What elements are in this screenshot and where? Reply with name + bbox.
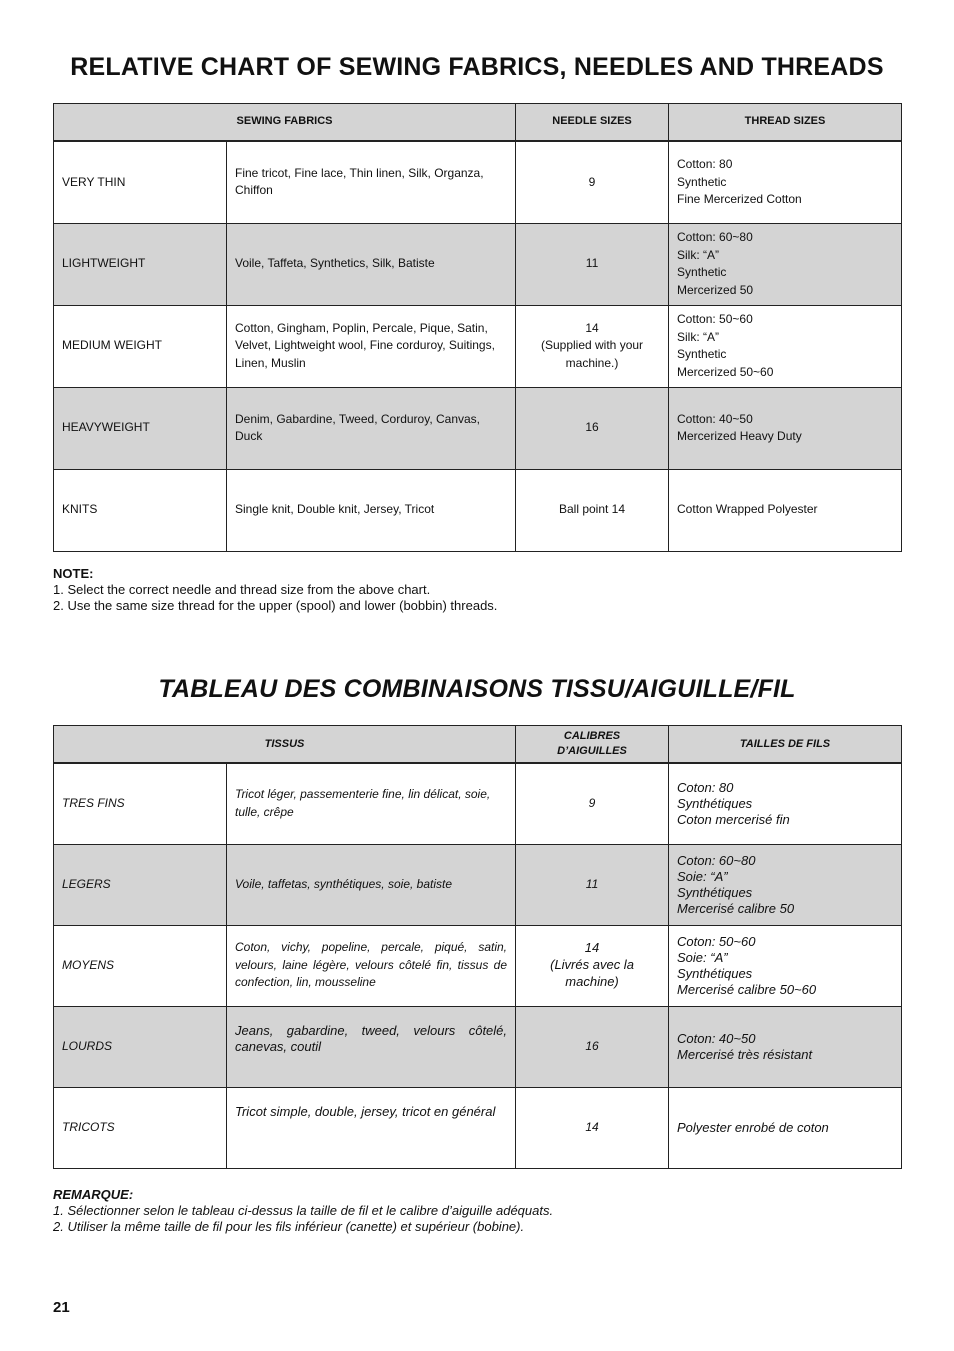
- note-item: 2. Use the same size thread for the upper (spool) and lower (bobbin) threads.: [53, 598, 498, 613]
- header-tissus: TISSUS: [54, 726, 516, 764]
- english-note: [53, 566, 497, 614]
- fabric-examples: Jeans, gabardine, tweed, velours côtelé, canevas, coutil: [227, 1006, 516, 1087]
- thread-sizes: Polyester enrobé de coton: [669, 1087, 902, 1168]
- needle-size: 16: [516, 1006, 669, 1087]
- fabric-examples: Voile, taffetas, synthétiques, soie, batiste: [227, 844, 516, 925]
- table-row: [54, 925, 902, 1006]
- table-header-row: [54, 104, 902, 142]
- fabric-category: MEDIUM WEIGHT: [54, 305, 227, 387]
- table-row: [54, 141, 902, 223]
- note-heading: NOTE:: [53, 566, 94, 581]
- table-header-row: [54, 726, 902, 764]
- thread-sizes: Cotton: 80 Synthetic Fine Mercerized Cotton: [669, 141, 902, 223]
- thread-sizes: Coton: 40~50 Mercerisé très résistant: [669, 1006, 902, 1087]
- fabric-examples: Coton, vichy, popeline, percale, piqué, satin, velours, laine légère, velours côtelé fin, tissus de confection, lin, mousseline: [227, 925, 516, 1006]
- fabric-category: VERY THIN: [54, 141, 227, 223]
- fabric-category: HEAVYWEIGHT: [54, 387, 227, 469]
- page-number: 21: [53, 1299, 70, 1316]
- needle-size: 9: [516, 763, 669, 844]
- needle-size: Ball point 14: [516, 469, 669, 551]
- header-needle-sizes: NEEDLE SIZES: [516, 104, 669, 142]
- french-chart-title: TABLEAU DES COMBINAISONS TISSU/AIGUILLE/FIL: [158, 675, 796, 703]
- thread-sizes: Cotton: 50~60 Silk: “A” Synthetic Mercerized 50~60: [669, 305, 902, 387]
- table-row: [54, 387, 902, 469]
- note-item: 2. Utiliser la même taille de fil pour les fils inférieur (canette) et supérieur (bobine).: [53, 1219, 525, 1234]
- note-item: 1. Sélectionner selon le tableau ci-dessus la taille de fil et le calibre d’aiguille adéquats.: [53, 1203, 554, 1218]
- english-fabric-needle-thread-table: [53, 103, 902, 552]
- table-row: [54, 1006, 902, 1087]
- thread-sizes: Coton: 60~80 Soie: “A” Synthétiques Mercerisé calibre 50: [669, 844, 902, 925]
- header-thread-sizes: THREAD SIZES: [669, 104, 902, 142]
- header-sewing-fabrics: SEWING FABRICS: [54, 104, 516, 142]
- fabric-category: MOYENS: [54, 925, 227, 1006]
- fabric-category: TRICOTS: [54, 1087, 227, 1168]
- fabric-examples: Fine tricot, Fine lace, Thin linen, Silk, Organza, Chiffon: [227, 141, 516, 223]
- table-row: [54, 469, 902, 551]
- needle-size: 14 (Livrés avec la machine): [516, 925, 669, 1006]
- table-row: [54, 1087, 902, 1168]
- header-calibres-aiguilles: CALIBRES D’AIGUILLES: [516, 726, 669, 764]
- thread-sizes: Cotton Wrapped Polyester: [669, 469, 902, 551]
- fabric-examples: Voile, Taffeta, Synthetics, Silk, Batiste: [227, 223, 516, 305]
- thread-sizes: Coton: 80 Synthétiques Coton mercerisé fin: [669, 763, 902, 844]
- fabric-category: LOURDS: [54, 1006, 227, 1087]
- fabric-examples: Denim, Gabardine, Tweed, Corduroy, Canvas, Duck: [227, 387, 516, 469]
- fabric-examples: Tricot simple, double, jersey, tricot en général: [227, 1087, 516, 1168]
- note-item: 1. Select the correct needle and thread size from the above chart.: [53, 582, 431, 597]
- fabric-category: LEGERS: [54, 844, 227, 925]
- needle-size: 11: [516, 223, 669, 305]
- fabric-examples: Cotton, Gingham, Poplin, Percale, Pique, Satin, Velvet, Lightweight wool, Fine corduroy, Suitings, Linen, Muslin: [227, 305, 516, 387]
- french-fabric-needle-thread-table: [53, 725, 902, 1169]
- needle-size: 16: [516, 387, 669, 469]
- table-row: [54, 223, 902, 305]
- fabric-examples: Single knit, Double knit, Jersey, Tricot: [227, 469, 516, 551]
- french-note: [53, 1187, 553, 1235]
- needle-size: 14 (Supplied with your machine.): [516, 305, 669, 387]
- fabric-examples: Tricot léger, passementerie fine, lin délicat, soie, tulle, crêpe: [227, 763, 516, 844]
- fabric-category: KNITS: [54, 469, 227, 551]
- table-row: [54, 763, 902, 844]
- header-tailles-de-fils: TAILLES DE FILS: [669, 726, 902, 764]
- thread-sizes: Cotton: 60~80 Silk: “A” Synthetic Mercerized 50: [669, 223, 902, 305]
- needle-size: 9: [516, 141, 669, 223]
- thread-sizes: Cotton: 40~50 Mercerized Heavy Duty: [669, 387, 902, 469]
- needle-size: 11: [516, 844, 669, 925]
- table-row: [54, 844, 902, 925]
- fabric-category: LIGHTWEIGHT: [54, 223, 227, 305]
- english-chart-title: RELATIVE CHART OF SEWING FABRICS, NEEDLES AND THREADS: [70, 53, 884, 81]
- table-row: [54, 305, 902, 387]
- fabric-category: TRES FINS: [54, 763, 227, 844]
- note-heading: REMARQUE:: [53, 1187, 134, 1202]
- thread-sizes: Coton: 50~60 Soie: “A” Synthétiques Mercerisé calibre 50~60: [669, 925, 902, 1006]
- needle-size: 14: [516, 1087, 669, 1168]
